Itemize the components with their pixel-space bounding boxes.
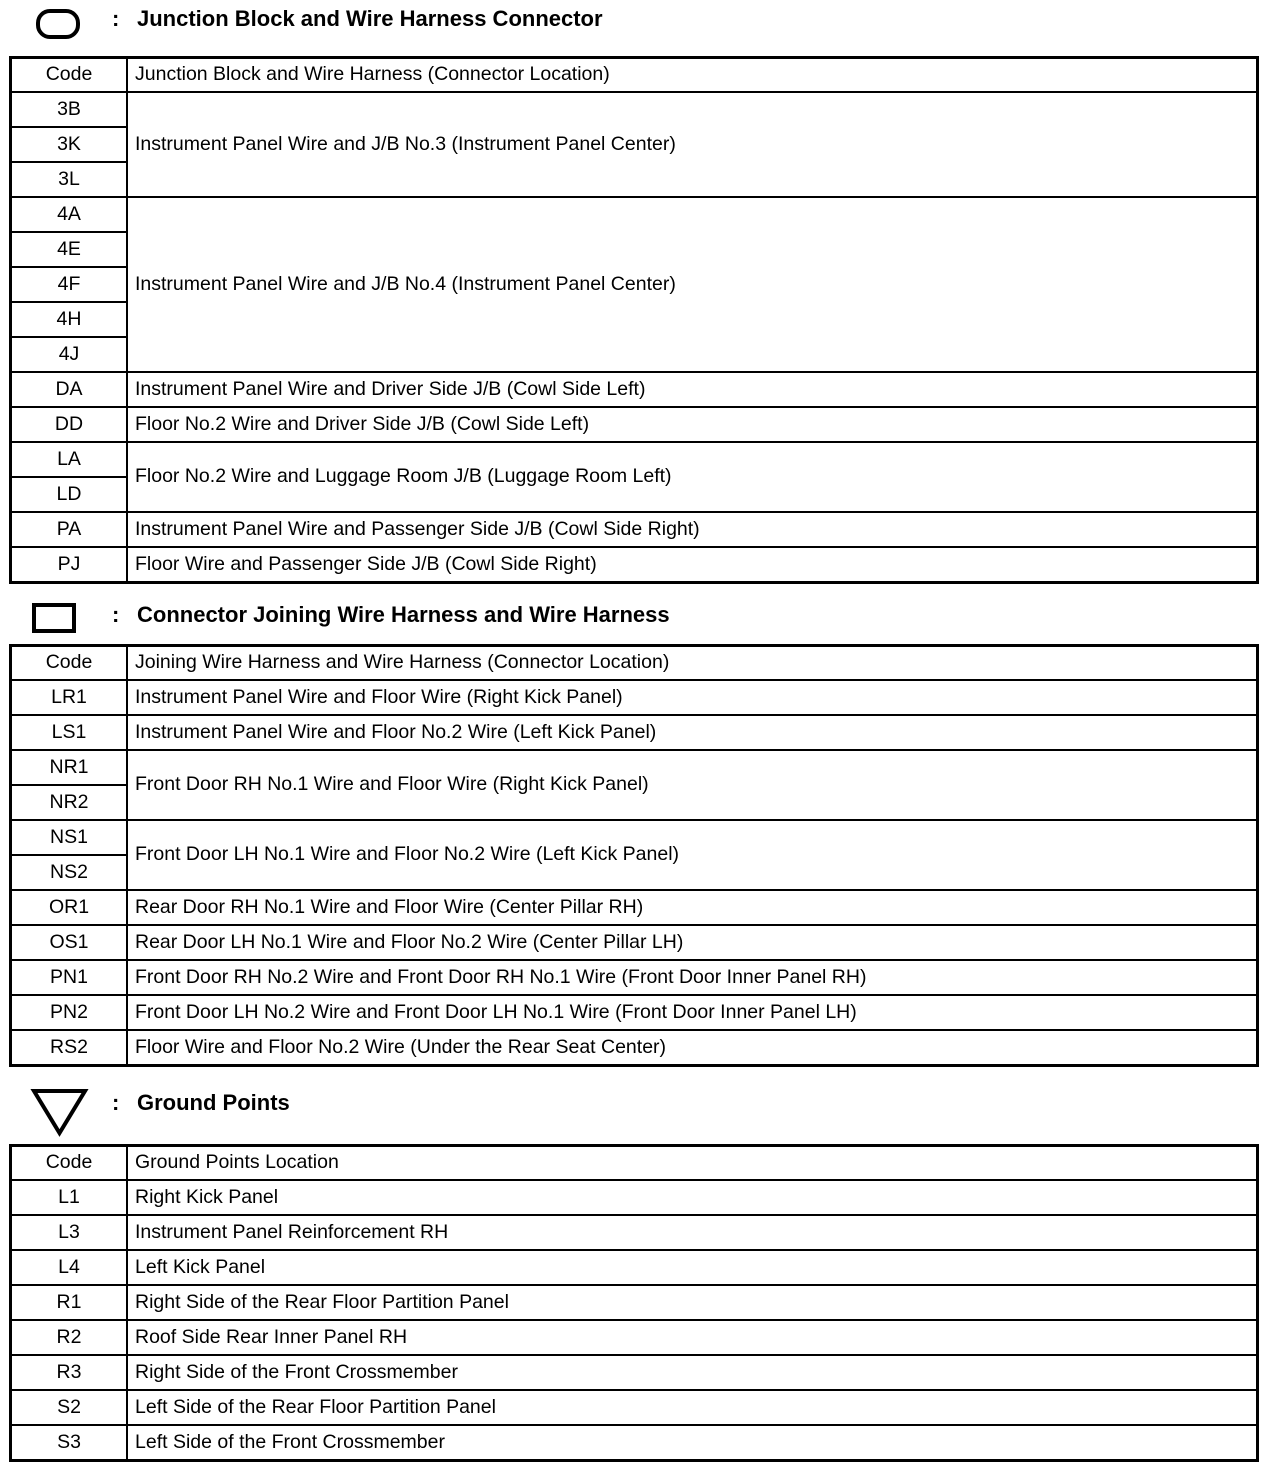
table-header-row — [11, 1146, 1258, 1181]
code-cell: LR1 — [11, 680, 128, 715]
description-cell: Floor No.2 Wire and Driver Side J/B (Cowl Side Left) — [127, 407, 1258, 442]
code-cell: 3B — [11, 92, 128, 127]
description-header: Junction Block and Wire Harness (Connector Location) — [127, 58, 1258, 93]
table-row — [11, 1425, 1258, 1461]
section-title: Junction Block and Wire Harness Connector — [137, 6, 603, 31]
code-cell: S2 — [11, 1390, 128, 1425]
rectangle-symbol-icon — [32, 603, 76, 633]
table-row — [11, 1180, 1258, 1215]
code-cell: 3L — [11, 162, 128, 197]
code-cell: OS1 — [11, 925, 128, 960]
code-cell: L1 — [11, 1180, 128, 1215]
code-cell: RS2 — [11, 1030, 128, 1066]
code-cell: NR1 — [11, 750, 128, 785]
code-cell: 4E — [11, 232, 128, 267]
table-row — [11, 407, 1258, 442]
section-colon: : — [112, 6, 120, 31]
table-row — [11, 1285, 1258, 1320]
code-cell: 4H — [11, 302, 128, 337]
description-cell: Instrument Panel Reinforcement RH — [127, 1215, 1258, 1250]
table-row — [11, 197, 1258, 232]
table-row — [11, 442, 1258, 477]
description-cell: Rear Door LH No.1 Wire and Floor No.2 Wire (Center Pillar LH) — [127, 925, 1258, 960]
description-cell: Left Side of the Rear Floor Partition Panel — [127, 1390, 1258, 1425]
code-cell: LA — [11, 442, 128, 477]
description-cell: Front Door LH No.1 Wire and Floor No.2 Wire (Left Kick Panel) — [127, 820, 1258, 890]
table-row — [11, 995, 1258, 1030]
section-colon: : — [112, 1090, 120, 1115]
code-header: Code — [11, 58, 128, 93]
section-header-ground-points — [0, 1086, 1280, 1126]
description-cell: Instrument Panel Wire and J/B No.3 (Instrument Panel Center) — [127, 92, 1258, 197]
table-row — [11, 750, 1258, 785]
description-cell: Left Side of the Front Crossmember — [127, 1425, 1258, 1461]
table-row — [11, 890, 1258, 925]
code-cell: LS1 — [11, 715, 128, 750]
table-row — [11, 92, 1258, 127]
table-header-row — [11, 58, 1258, 93]
code-cell: PN1 — [11, 960, 128, 995]
table-row — [11, 1320, 1258, 1355]
triangle-symbol-icon — [30, 1086, 90, 1138]
description-cell: Front Door RH No.2 Wire and Front Door RH No.1 Wire (Front Door Inner Panel RH) — [127, 960, 1258, 995]
description-cell: Instrument Panel Wire and Passenger Side J/B (Cowl Side Right) — [127, 512, 1258, 547]
table-row — [11, 820, 1258, 855]
section-header-connector-joining — [0, 598, 1280, 638]
description-cell: Floor No.2 Wire and Luggage Room J/B (Luggage Room Left) — [127, 442, 1258, 512]
table-row — [11, 1250, 1258, 1285]
description-cell: Floor Wire and Floor No.2 Wire (Under the Rear Seat Center) — [127, 1030, 1258, 1066]
table-row — [11, 715, 1258, 750]
code-cell: DD — [11, 407, 128, 442]
description-cell: Right Side of the Rear Floor Partition Panel — [127, 1285, 1258, 1320]
oval-symbol-icon — [36, 9, 80, 39]
code-cell: R1 — [11, 1285, 128, 1320]
description-cell: Instrument Panel Wire and Driver Side J/B (Cowl Side Left) — [127, 372, 1258, 407]
code-cell: NS1 — [11, 820, 128, 855]
code-header: Code — [11, 646, 128, 681]
code-cell: R2 — [11, 1320, 128, 1355]
description-cell: Instrument Panel Wire and Floor No.2 Wire (Left Kick Panel) — [127, 715, 1258, 750]
description-header: Joining Wire Harness and Wire Harness (Connector Location) — [127, 646, 1258, 681]
description-cell: Instrument Panel Wire and J/B No.4 (Instrument Panel Center) — [127, 197, 1258, 372]
code-cell: PN2 — [11, 995, 128, 1030]
section-header-junction-block — [0, 2, 1280, 42]
code-cell: 4F — [11, 267, 128, 302]
code-cell: OR1 — [11, 890, 128, 925]
description-cell: Front Door LH No.2 Wire and Front Door LH No.1 Wire (Front Door Inner Panel LH) — [127, 995, 1258, 1030]
description-cell: Floor Wire and Passenger Side J/B (Cowl Side Right) — [127, 547, 1258, 583]
table-row — [11, 1355, 1258, 1390]
code-cell: 4J — [11, 337, 128, 372]
table-row — [11, 512, 1258, 547]
code-cell: L4 — [11, 1250, 128, 1285]
section-title: Ground Points — [137, 1090, 290, 1115]
description-cell: Right Kick Panel — [127, 1180, 1258, 1215]
section-colon: : — [112, 602, 120, 627]
code-cell: DA — [11, 372, 128, 407]
code-cell: 4A — [11, 197, 128, 232]
description-header: Ground Points Location — [127, 1146, 1258, 1181]
table-row — [11, 680, 1258, 715]
table-row — [11, 547, 1258, 583]
description-cell: Right Side of the Front Crossmember — [127, 1355, 1258, 1390]
code-cell: S3 — [11, 1425, 128, 1461]
ground-points-table — [9, 1144, 1259, 1462]
description-cell: Roof Side Rear Inner Panel RH — [127, 1320, 1258, 1355]
connector-joining-table — [9, 644, 1259, 1067]
table-row — [11, 1390, 1258, 1425]
code-cell: R3 — [11, 1355, 128, 1390]
junction-block-table — [9, 56, 1259, 584]
code-cell: PA — [11, 512, 128, 547]
code-cell: PJ — [11, 547, 128, 583]
table-header-row — [11, 646, 1258, 681]
code-cell: LD — [11, 477, 128, 512]
code-cell: 3K — [11, 127, 128, 162]
table-row — [11, 1030, 1258, 1066]
table-row — [11, 925, 1258, 960]
description-cell: Front Door RH No.1 Wire and Floor Wire (Right Kick Panel) — [127, 750, 1258, 820]
code-cell: NS2 — [11, 855, 128, 890]
table-row — [11, 372, 1258, 407]
section-title: Connector Joining Wire Harness and Wire Harness — [137, 602, 670, 627]
description-cell: Rear Door RH No.1 Wire and Floor Wire (Center Pillar RH) — [127, 890, 1258, 925]
code-cell: L3 — [11, 1215, 128, 1250]
code-header: Code — [11, 1146, 128, 1181]
code-cell: NR2 — [11, 785, 128, 820]
description-cell: Instrument Panel Wire and Floor Wire (Right Kick Panel) — [127, 680, 1258, 715]
description-cell: Left Kick Panel — [127, 1250, 1258, 1285]
table-row — [11, 1215, 1258, 1250]
table-row — [11, 960, 1258, 995]
